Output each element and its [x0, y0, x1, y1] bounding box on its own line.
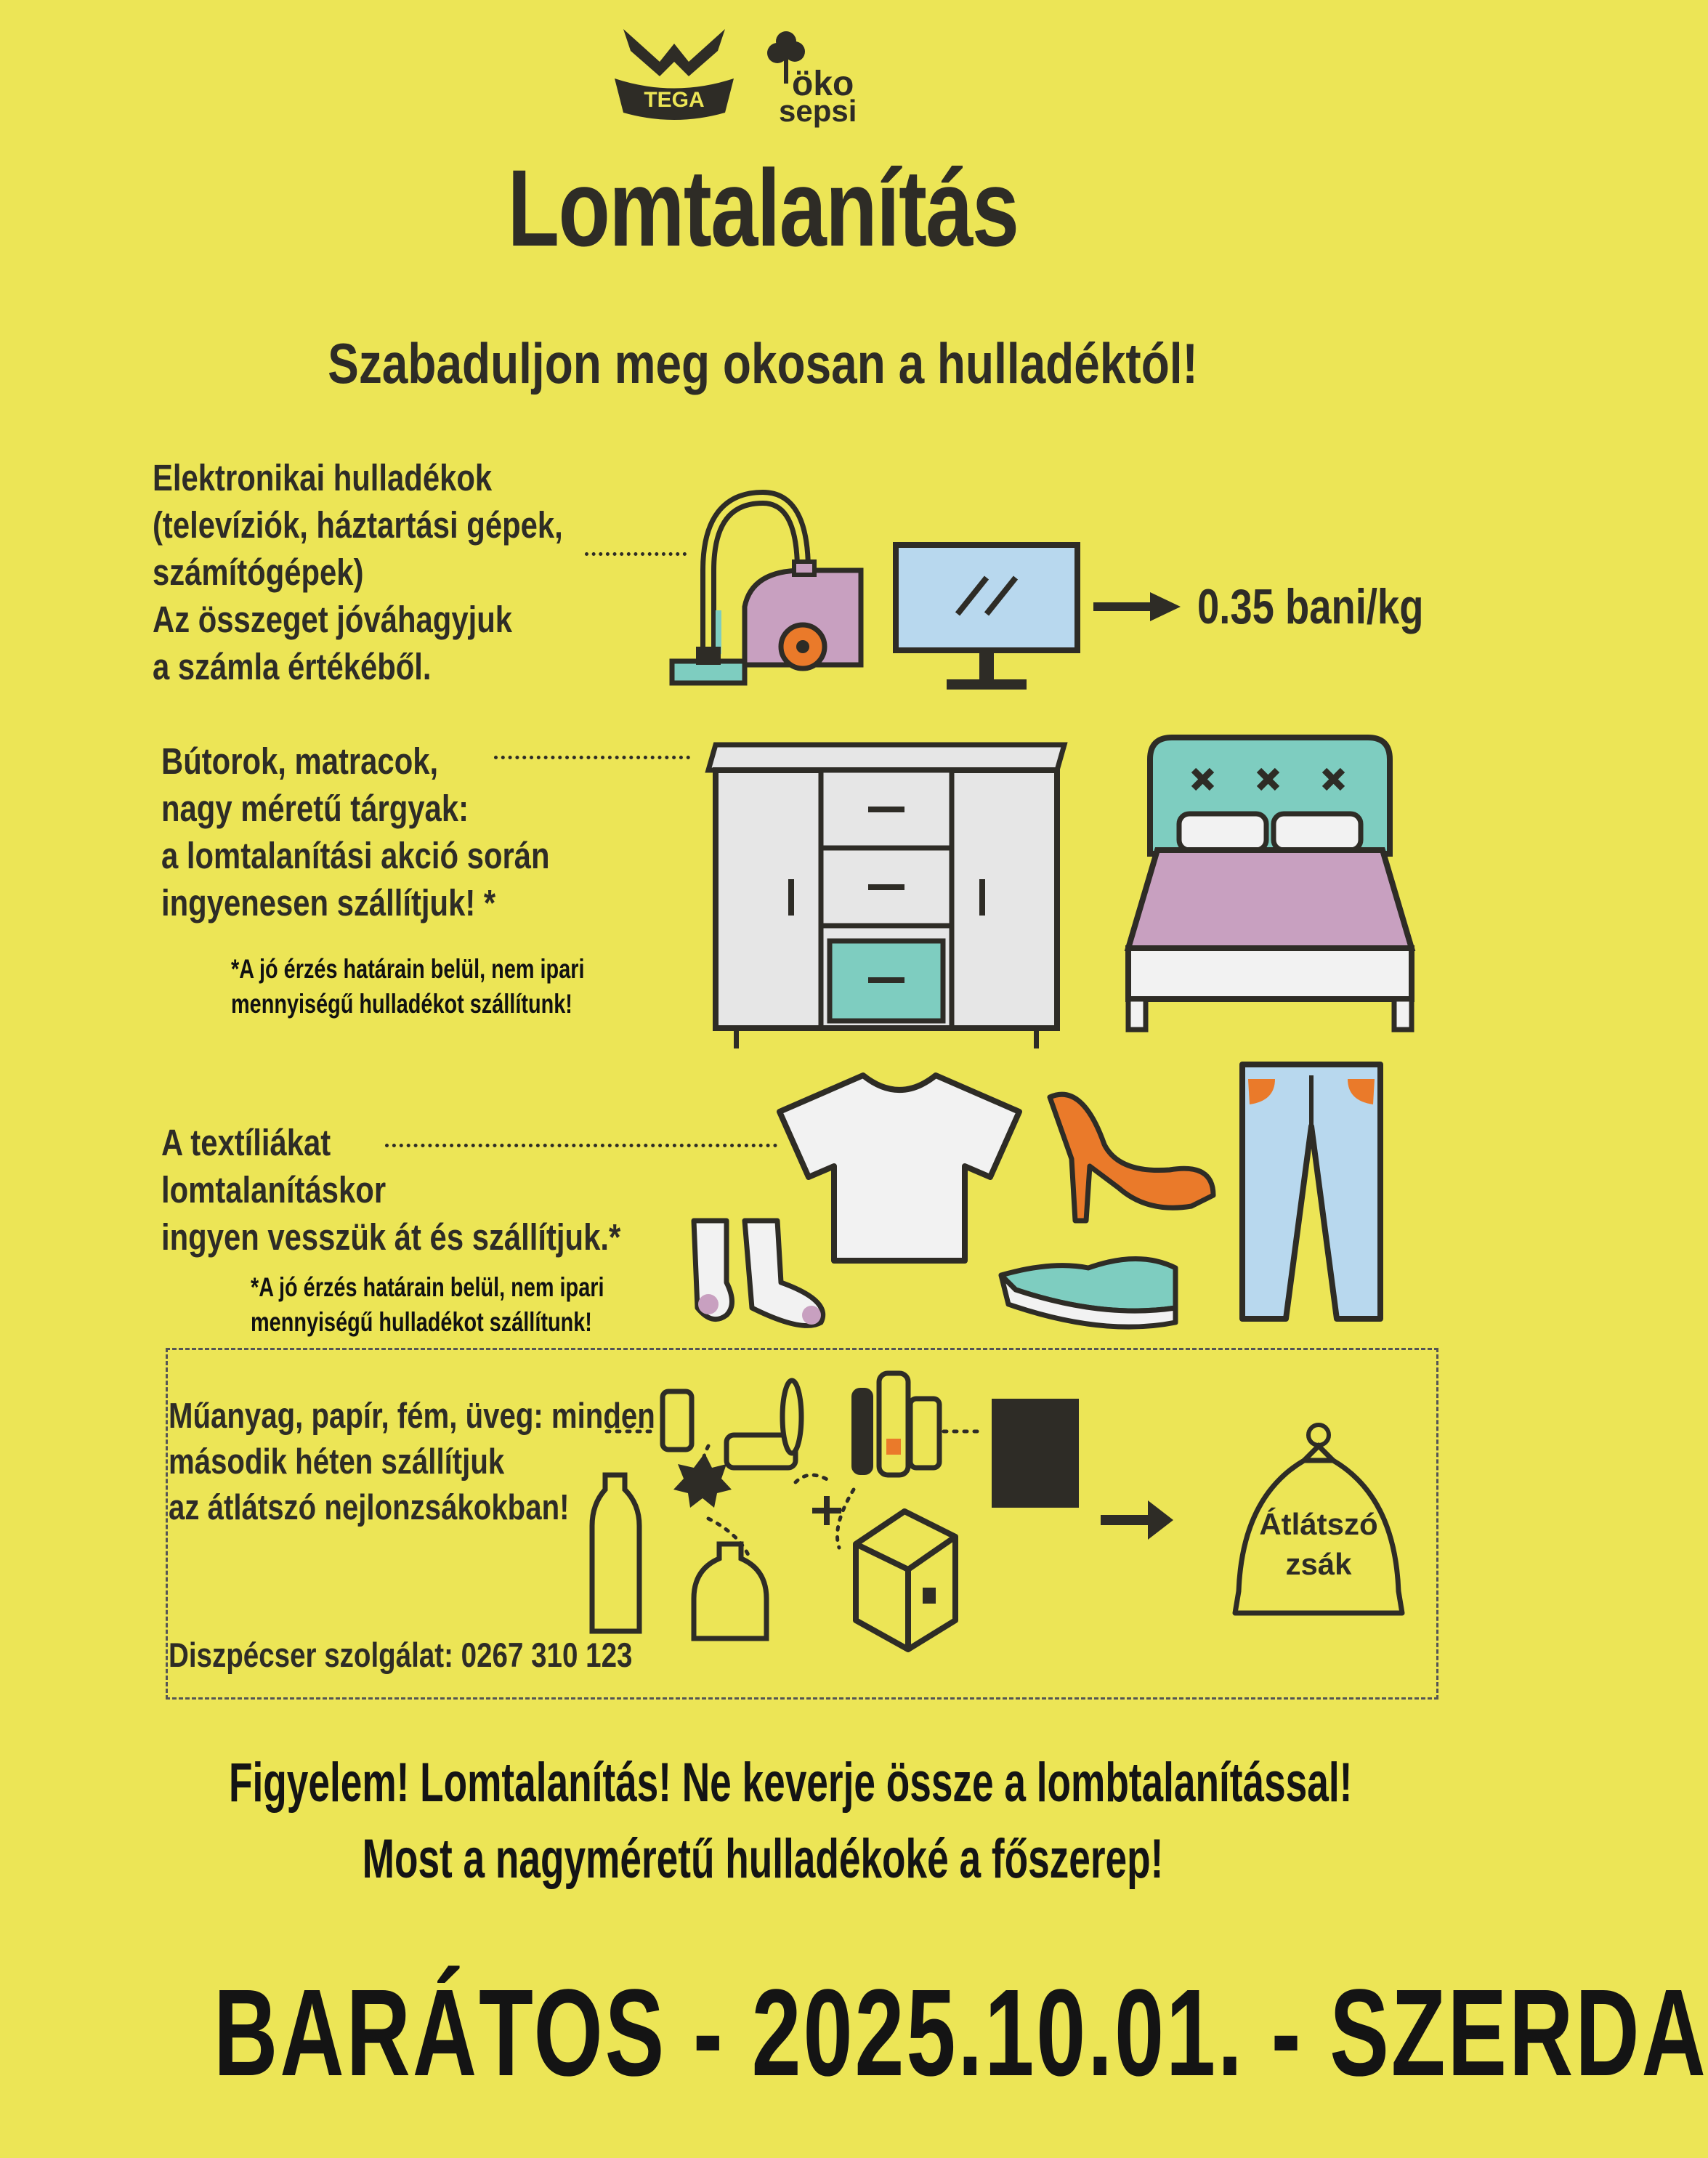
oko-logo-bottom: sepsi [779, 94, 857, 128]
oko-sepsi-logo [763, 25, 894, 127]
sneaker-icon [994, 1246, 1183, 1341]
tega-logo [609, 22, 740, 120]
furniture-dotted-leader [494, 756, 690, 759]
recycling-line: Műanyag, papír, fém, üveg: minden [169, 1397, 655, 1436]
arrow-right-icon [1093, 592, 1181, 621]
jeans-icon [1235, 1061, 1388, 1326]
textiles-dotted-leader [385, 1144, 777, 1147]
bed-icon [1117, 730, 1422, 1035]
recyclables-icon [592, 1359, 1246, 1657]
bag-label-line: Átlátszó [1259, 1507, 1378, 1541]
textiles-line: ingyen vesszük át és szállítjuk.* [161, 1216, 621, 1258]
tega-logo-text: TEGA [644, 88, 705, 112]
date-banner: BARÁTOS - 2025.10.01. - SZERDA [214, 1964, 1708, 2102]
socks-icon [687, 1213, 846, 1333]
bag-label-line: zsák [1285, 1547, 1352, 1581]
bag-label [1253, 1504, 1384, 1584]
attention-line: Most a nagyméretű hulladékoké a főszerep! [362, 1828, 1164, 1890]
vacuum-cleaner-icon [665, 483, 875, 694]
textiles-note-line: mennyiségű hulladékot szállítunk! [251, 1307, 592, 1337]
electronics-price: 0.35 bani/kg [1197, 579, 1424, 634]
page-title: Lomtalanítás [507, 147, 1019, 269]
furniture-note [231, 952, 585, 1022]
electronics-line: számítógépek) [153, 551, 364, 593]
monitor-icon [892, 541, 1081, 698]
textiles-line: lomtalanításkor [161, 1169, 386, 1211]
textiles-text [161, 1119, 620, 1261]
dispatcher-phone: Diszpécser szolgálat: 0267 310 123 [169, 1636, 633, 1674]
electronics-line: (televíziók, háztartási gépek, [153, 504, 563, 546]
recycling-text [169, 1394, 655, 1531]
furniture-line: ingyenesen szállítjuk! * [161, 882, 496, 924]
electronics-line: Elektronikai hulladékok [153, 457, 493, 498]
recycling-line: második héten szállítjuk [169, 1442, 505, 1482]
furniture-line: a lomtalanítási akció során [161, 835, 550, 876]
furniture-text [161, 737, 550, 926]
cabinet-icon [701, 741, 1072, 1050]
oko-logo-top: öko [792, 65, 854, 103]
furniture-line: nagy méretű tárgyak: [161, 788, 469, 829]
textiles-note-line: *A jó érzés határain belül, nem ipari [251, 1272, 604, 1302]
electronics-line: a számla értékéből. [153, 646, 432, 687]
furniture-note-line: *A jó érzés határain belül, nem ipari [231, 954, 585, 984]
furniture-line: Bútorok, matracok, [161, 740, 439, 782]
page-subtitle: Szabaduljon meg okosan a hulladéktól! [328, 331, 1198, 395]
furniture-note-line: mennyiségű hulladékot szállítunk! [231, 989, 572, 1019]
recycling-line: az átlátszó nejlonzsákokban! [169, 1488, 570, 1527]
high-heel-icon [1039, 1086, 1221, 1228]
electronics-line: Az összeget jóváhagyjuk [153, 599, 513, 640]
electronics-text [153, 454, 563, 690]
textiles-note [251, 1270, 604, 1340]
textiles-line: A textíliákat [161, 1122, 331, 1163]
attention-line: Figyelem! Lomtalanítás! Ne keverje össze a lombtalanítással! [229, 1752, 1353, 1814]
